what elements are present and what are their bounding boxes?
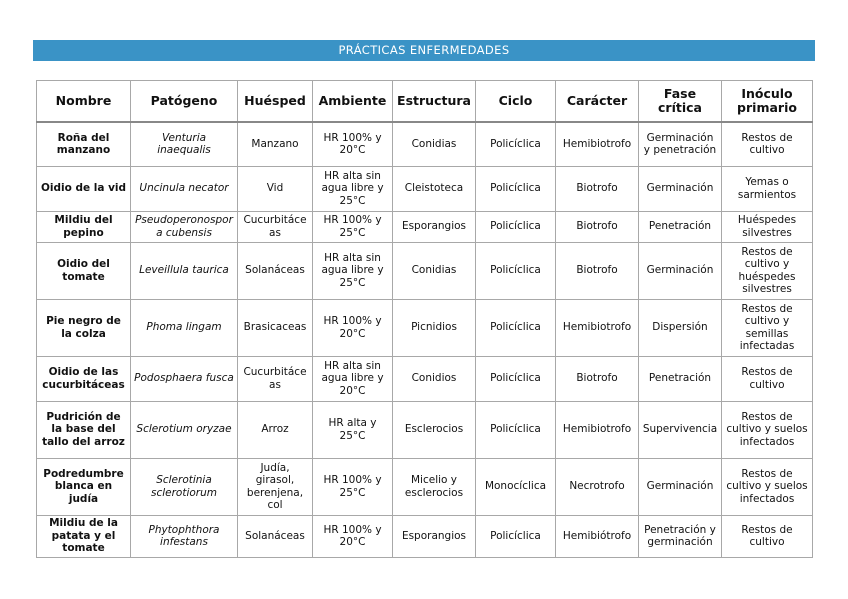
header-caracter: Carácter — [556, 81, 639, 123]
cell-patogeno: Sclerotinia sclerotiorum — [131, 458, 238, 515]
cell-patogeno: Leveillula taurica — [131, 242, 238, 299]
cell-ciclo: Policíclica — [476, 356, 556, 401]
cell-fase-critica: Germinación — [639, 242, 722, 299]
cell-estructura: Esclerocios — [393, 401, 476, 458]
cell-inoculo-primario: Yemas o sarmientos — [722, 166, 813, 211]
cell-caracter: Necrotrofo — [556, 458, 639, 515]
cell-fase-critica: Germinación — [639, 458, 722, 515]
cell-ambiente: HR alta y 25°C — [313, 401, 393, 458]
cell-fase-critica: Germinación — [639, 166, 722, 211]
table-header-row — [37, 81, 813, 123]
cell-caracter: Hemibiotrofo — [556, 299, 639, 356]
cell-inoculo-primario: Restos de cultivo y suelos infectados — [722, 458, 813, 515]
cell-patogeno: Venturia inaequalis — [131, 122, 238, 166]
cell-patogeno: Sclerotium oryzae — [131, 401, 238, 458]
cell-ciclo: Policíclica — [476, 166, 556, 211]
table-row — [37, 166, 813, 211]
cell-ambiente: HR 100% y 20°C — [313, 515, 393, 557]
cell-inoculo-primario: Restos de cultivo y semillas infectadas — [722, 299, 813, 356]
cell-estructura: Esporangios — [393, 515, 476, 557]
cell-fase-critica: Dispersión — [639, 299, 722, 356]
cell-estructura: Esporangios — [393, 211, 476, 242]
cell-patogeno: Podosphaera fusca — [131, 356, 238, 401]
cell-patogeno: Uncinula necator — [131, 166, 238, 211]
header-ciclo: Ciclo — [476, 81, 556, 123]
header-nombre: Nombre — [37, 81, 131, 123]
cell-inoculo-primario: Huéspedes silvestres — [722, 211, 813, 242]
cell-ciclo: Monocíclica — [476, 458, 556, 515]
cell-nombre: Oidio de las cucurbitáceas — [37, 356, 131, 401]
cell-huesped: Judía, girasol, berenjena, col — [238, 458, 313, 515]
cell-caracter: Hemibiotrofo — [556, 401, 639, 458]
table-row — [37, 122, 813, 166]
cell-nombre: Mildiu de la patata y el tomate — [37, 515, 131, 557]
cell-caracter: Biotrofo — [556, 211, 639, 242]
cell-nombre: Podredumbre blanca en judía — [37, 458, 131, 515]
cell-ciclo: Policíclica — [476, 401, 556, 458]
cell-inoculo-primario: Restos de cultivo — [722, 122, 813, 166]
cell-huesped: Manzano — [238, 122, 313, 166]
cell-inoculo-primario: Restos de cultivo y suelos infectados — [722, 401, 813, 458]
table-row — [37, 242, 813, 299]
cell-nombre: Oidio de la vid — [37, 166, 131, 211]
cell-fase-critica: Germinación y penetración — [639, 122, 722, 166]
cell-estructura: Picnidios — [393, 299, 476, 356]
cell-fase-critica: Penetración — [639, 211, 722, 242]
cell-inoculo-primario: Restos de cultivo — [722, 356, 813, 401]
cell-patogeno: Phoma lingam — [131, 299, 238, 356]
cell-inoculo-primario: Restos de cultivo — [722, 515, 813, 557]
cell-caracter: Biotrofo — [556, 242, 639, 299]
header-fase-critica: Fase crítica — [639, 81, 722, 123]
table-row — [37, 515, 813, 557]
cell-ciclo: Policíclica — [476, 299, 556, 356]
cell-estructura: Conidias — [393, 242, 476, 299]
cell-nombre: Oidio del tomate — [37, 242, 131, 299]
table-row — [37, 211, 813, 242]
cell-ciclo: Policíclica — [476, 515, 556, 557]
cell-ambiente: HR alta sin agua libre y 20°C — [313, 356, 393, 401]
cell-fase-critica: Supervivencia — [639, 401, 722, 458]
table-row — [37, 401, 813, 458]
table-row — [37, 458, 813, 515]
cell-estructura: Conidios — [393, 356, 476, 401]
cell-fase-critica: Penetración — [639, 356, 722, 401]
cell-patogeno: Phytophthora infestans — [131, 515, 238, 557]
page-title-banner: PRÁCTICAS ENFERMEDADES — [33, 40, 815, 61]
cell-ambiente: HR 100% y 25°C — [313, 211, 393, 242]
cell-estructura: Micelio y esclerocios — [393, 458, 476, 515]
diseases-table — [36, 80, 813, 558]
header-patogeno: Patógeno — [131, 81, 238, 123]
table-body — [37, 122, 813, 557]
cell-ciclo: Policíclica — [476, 211, 556, 242]
cell-estructura: Conidias — [393, 122, 476, 166]
cell-huesped: Solanáceas — [238, 242, 313, 299]
cell-nombre: Mildiu del pepino — [37, 211, 131, 242]
cell-huesped: Brasicaceas — [238, 299, 313, 356]
cell-estructura: Cleistoteca — [393, 166, 476, 211]
cell-nombre: Pie negro de la colza — [37, 299, 131, 356]
cell-huesped: Vid — [238, 166, 313, 211]
cell-ciclo: Policíclica — [476, 122, 556, 166]
cell-huesped: Arroz — [238, 401, 313, 458]
cell-ambiente: HR alta sin agua libre y 25°C — [313, 242, 393, 299]
cell-huesped: Solanáceas — [238, 515, 313, 557]
cell-caracter: Hemibiotrofo — [556, 122, 639, 166]
header-estructura: Estructura — [393, 81, 476, 123]
table-row — [37, 356, 813, 401]
cell-ambiente: HR alta sin agua libre y 25°C — [313, 166, 393, 211]
cell-ciclo: Policíclica — [476, 242, 556, 299]
cell-nombre: Roña del manzano — [37, 122, 131, 166]
cell-inoculo-primario: Restos de cultivo y huéspedes silvestres — [722, 242, 813, 299]
cell-ambiente: HR 100% y 25°C — [313, 458, 393, 515]
cell-fase-critica: Penetración y germinación — [639, 515, 722, 557]
cell-huesped: Cucurbitáceas — [238, 356, 313, 401]
cell-caracter: Biotrofo — [556, 166, 639, 211]
header-ambiente: Ambiente — [313, 81, 393, 123]
cell-ambiente: HR 100% y 20°C — [313, 122, 393, 166]
cell-patogeno: Pseudoperonospora cubensis — [131, 211, 238, 242]
header-inoculo-primario: Inóculo primario — [722, 81, 813, 123]
cell-ambiente: HR 100% y 20°C — [313, 299, 393, 356]
cell-nombre: Pudrición de la base del tallo del arroz — [37, 401, 131, 458]
table-row — [37, 299, 813, 356]
header-huesped: Huésped — [238, 81, 313, 123]
cell-caracter: Biotrofo — [556, 356, 639, 401]
cell-huesped: Cucurbitáceas — [238, 211, 313, 242]
cell-caracter: Hemibiótrofo — [556, 515, 639, 557]
